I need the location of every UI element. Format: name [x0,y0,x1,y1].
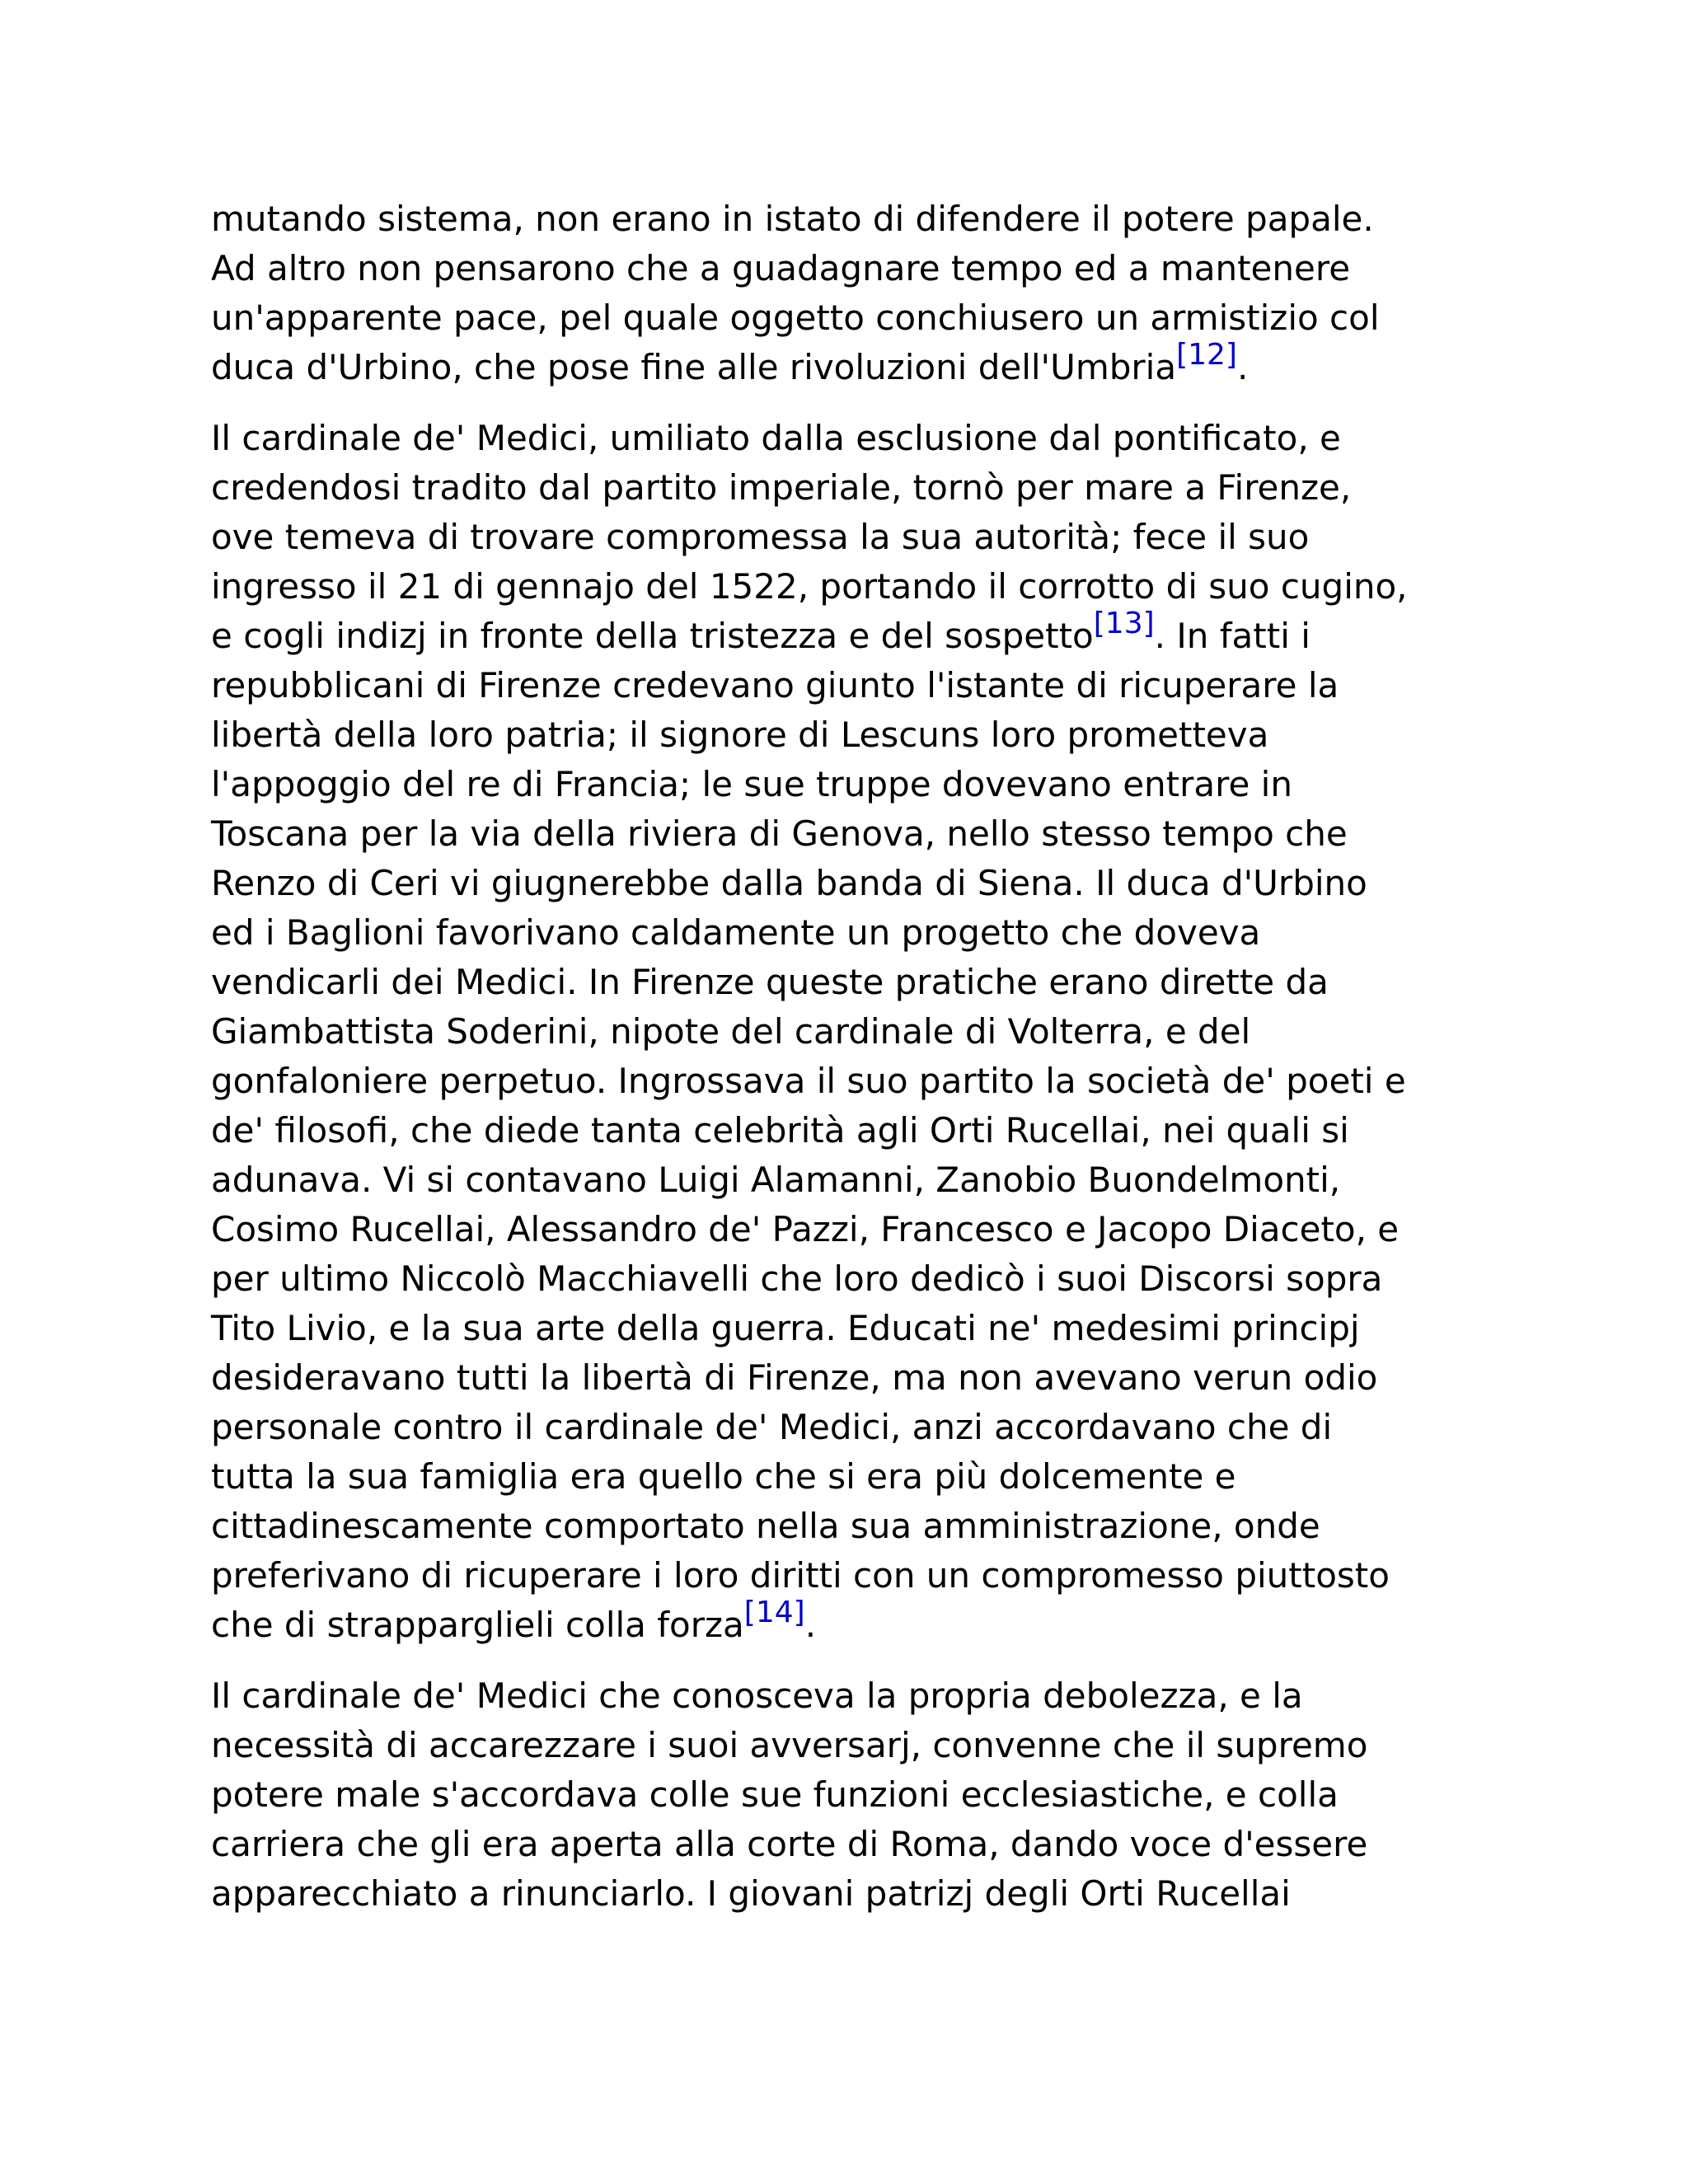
line-text: mutando sistema, non erano in istato di difendere il potere papale. [211,199,1374,239]
text-line [211,414,1497,463]
text-line [211,1770,1497,1820]
line-text: Cosimo Rucellai, Alessandro de' Pazzi, Francesco e Jacopo Diaceto, e [211,1209,1400,1249]
line-text-after-reference: . [1236,347,1249,387]
line-text: de' filosofi, che diede tanta celebrità agli Orti Rucellai, nei quali si [211,1110,1349,1151]
paragraph [211,1671,1497,1919]
text-line [211,958,1497,1007]
text-line [211,1671,1497,1721]
line-text: adunava. Vi si contavano Luigi Alamanni, Zanobio Buondelmonti, [211,1160,1341,1200]
text-line [211,513,1497,562]
text-line [211,760,1497,809]
document-body [211,194,1497,1940]
text-line [211,463,1497,513]
text-line [211,1502,1497,1551]
line-text: un'apparente pace, pel quale oggetto conchiusero un armistizio col [211,298,1380,338]
line-text: ed i Baglioni favorivano caldamente un progetto che doveva [211,912,1261,953]
line-text: e cogli indizj in fronte della tristezza e del sospetto [211,616,1094,656]
line-text: repubblicani di Firenze credevano giunto l'istante di ricuperare la [211,665,1339,705]
line-text: cittadinescamente comportato nella sua amministrazione, onde [211,1506,1320,1546]
line-text: l'appoggio del re di Francia; le sue truppe dovevano entrare in [211,764,1292,804]
line-text: Il cardinale de' Medici, umiliato dalla esclusione dal pontificato, e [211,418,1341,458]
text-line [211,1155,1497,1205]
line-text: Renzo di Ceri vi giugnerebbe dalla banda di Siena. Il duca d'Urbino [211,863,1367,903]
text-line [211,809,1497,859]
line-text: desideravano tutti la libertà di Firenze, ma non avevano verun odio [211,1357,1378,1398]
text-line [211,1551,1497,1601]
line-text: Il cardinale de' Medici che conosceva la propria debolezza, e la [211,1675,1303,1716]
text-line [211,244,1497,293]
text-line [211,607,1497,661]
text-line [211,1007,1497,1057]
text-line [211,1596,1497,1650]
line-text: necessità di accarezzare i suoi avversarj, convenne che il supremo [211,1725,1368,1765]
text-line [211,1721,1497,1770]
line-text: tutta la sua famiglia era quello che si era più dolcemente e [211,1456,1236,1497]
text-line [211,1254,1497,1304]
text-line [211,1205,1497,1254]
line-text: ingresso il 21 di gennajo del 1522, portando il corrotto di suo cugino, [211,566,1408,607]
line-text: potere male s'accordava colle sue funzioni ecclesiastiche, e colla [211,1774,1339,1815]
text-line [211,194,1497,244]
text-line [211,1057,1497,1106]
line-text-after-reference: . [804,1605,817,1645]
footnote-reference-link[interactable]: [12] [1176,338,1237,372]
line-text: vendicarli dei Medici. In Firenze queste pratiche erano dirette da [211,962,1329,1002]
line-text: personale contro il cardinale de' Medici, anzi accordavano che di [211,1407,1333,1447]
line-text: duca d'Urbino, che pose fine alle rivoluzioni dell'Umbria [211,347,1177,387]
line-text: apparecchiato a rinunciarlo. I giovani patrizj degli Orti Rucellai [211,1873,1291,1914]
line-text: che di strapparglieli colla forza [211,1605,744,1645]
line-text: gonfaloniere perpetuo. Ingrossava il suo partito la società de' poeti e [211,1061,1406,1101]
text-line [211,1304,1497,1353]
text-line [211,1869,1497,1919]
line-text: carriera che gli era aperta alla corte di Roma, dando voce d'essere [211,1824,1368,1864]
paragraph [211,194,1497,392]
text-line [211,293,1497,343]
line-text: libertà della loro patria; il signore di Lescuns loro prometteva [211,715,1269,755]
line-text: Ad altro non pensarono che a guadagnare tempo ed a mantenere [211,248,1351,288]
text-line [211,908,1497,958]
footnote-reference-link[interactable]: [13] [1093,607,1155,640]
line-text-after-reference: . In fatti i [1154,616,1311,656]
text-line [211,1106,1497,1155]
line-text: preferivano di ricuperare i loro diritti con un compromesso piuttosto [211,1555,1390,1596]
text-line [211,859,1497,908]
text-line [211,562,1497,612]
text-line [211,1452,1497,1502]
text-line [211,710,1497,760]
line-text: Tito Livio, e la sua arte della guerra. Educati ne' medesimi principj [211,1308,1360,1348]
line-text: credendosi tradito dal partito imperiale, tornò per mare a Firenze, [211,467,1352,508]
text-line [211,661,1497,710]
line-text: ove temeva di trovare compromessa la sua autorità; fece il suo [211,517,1310,557]
line-text: per ultimo Niccolò Macchiavelli che loro dedicò i suoi Discorsi sopra [211,1258,1383,1299]
line-text: Giambattista Soderini, nipote del cardinale di Volterra, e del [211,1011,1251,1052]
text-line [211,1403,1497,1452]
text-line [211,1353,1497,1403]
text-line [211,338,1497,392]
text-line [211,1820,1497,1869]
footnote-reference-link[interactable]: [14] [743,1596,805,1629]
line-text: Toscana per la via della riviera di Genova, nello stesso tempo che [211,813,1348,854]
paragraph [211,414,1497,1650]
